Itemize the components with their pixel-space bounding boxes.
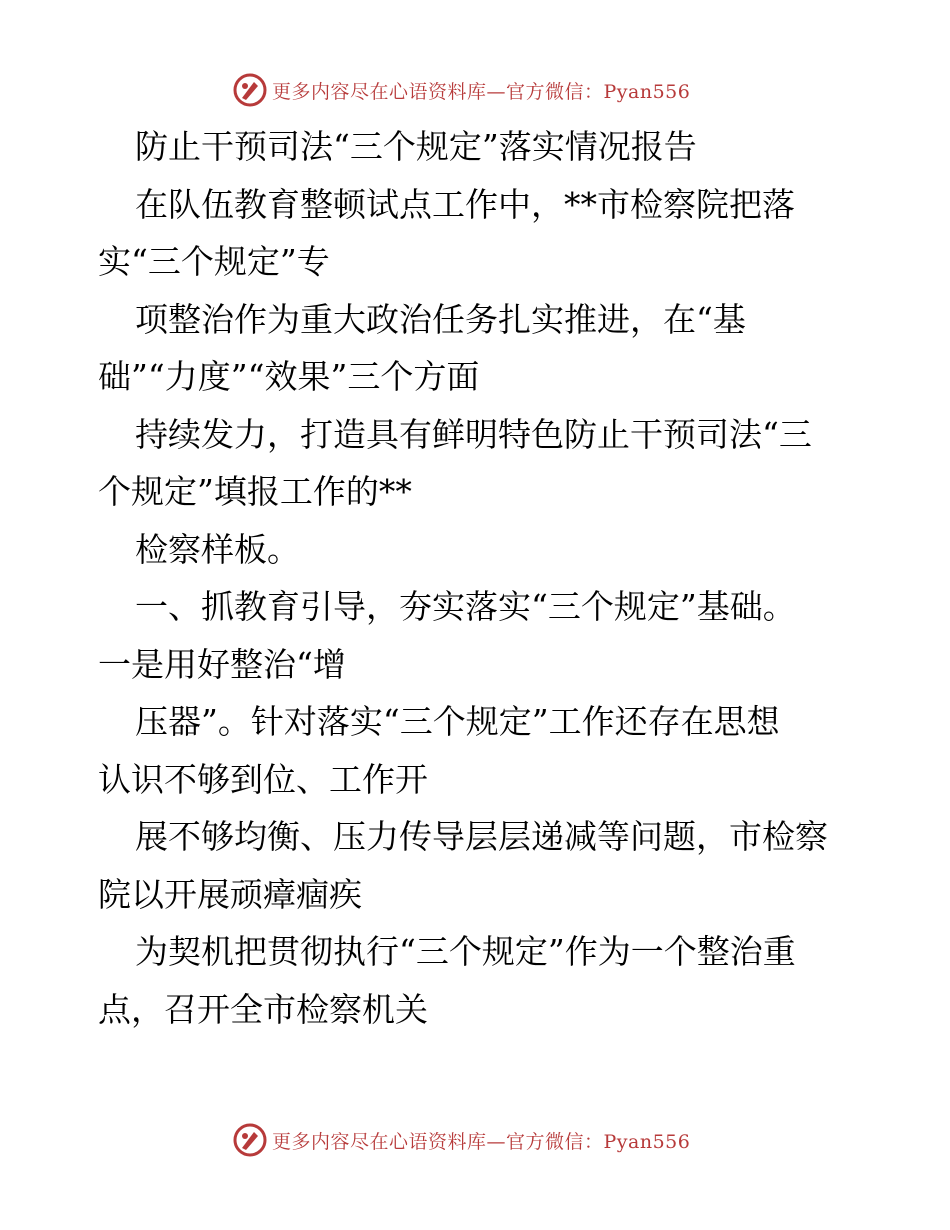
paragraph-line: 项整治作为重大政治任务扎实推进，在“基: [135, 299, 746, 339]
footer-banner: [232, 1120, 712, 1160]
paragraph-line: 压器”。针对落实“三个规定”工作还存在思想: [135, 702, 780, 741]
paragraph-line: 院以开展顽瘴痼疾: [98, 874, 362, 914]
paragraph-line: 持续发力，打造具有鲜明特色防止干预司法“三: [135, 414, 812, 454]
paragraph-line: 认识不够到位、工作开: [98, 759, 428, 799]
document-body: [98, 118, 868, 1038]
paragraph-line: 展不够均衡、压力传导层层递减等问题，市检察: [135, 817, 828, 856]
brand-logo-icon: [232, 1122, 268, 1158]
brand-logo-icon: [232, 72, 268, 108]
paragraph-line: 实“三个规定”专: [98, 242, 330, 281]
section-heading-line: 一、抓教育引导，夯实落实“三个规定”基础。: [135, 587, 796, 626]
document-title: 防止干预司法“三个规定”落实情况报告: [135, 127, 697, 166]
paragraph-line: 础”“力度”“效果”三个方面: [98, 357, 480, 396]
paragraph-line: 一是用好整治“增: [98, 644, 346, 684]
header-banner: [232, 70, 712, 110]
header-banner-text: 更多内容尽在心语资料库—官方微信：Pyan556: [272, 80, 691, 103]
paragraph-line: 点，召开全市检察机关: [98, 989, 428, 1029]
paragraph-line: 个规定”填报工作的**: [98, 472, 412, 511]
paragraph-line: 为契机把贯彻执行“三个规定”作为一个整治重: [135, 932, 796, 971]
footer-banner-text: 更多内容尽在心语资料库—官方微信：Pyan556: [272, 1130, 691, 1153]
paragraph-line: 检察样板。: [135, 529, 300, 569]
paragraph-line: 在队伍教育整顿试点工作中，**市检察院把落: [135, 184, 795, 224]
